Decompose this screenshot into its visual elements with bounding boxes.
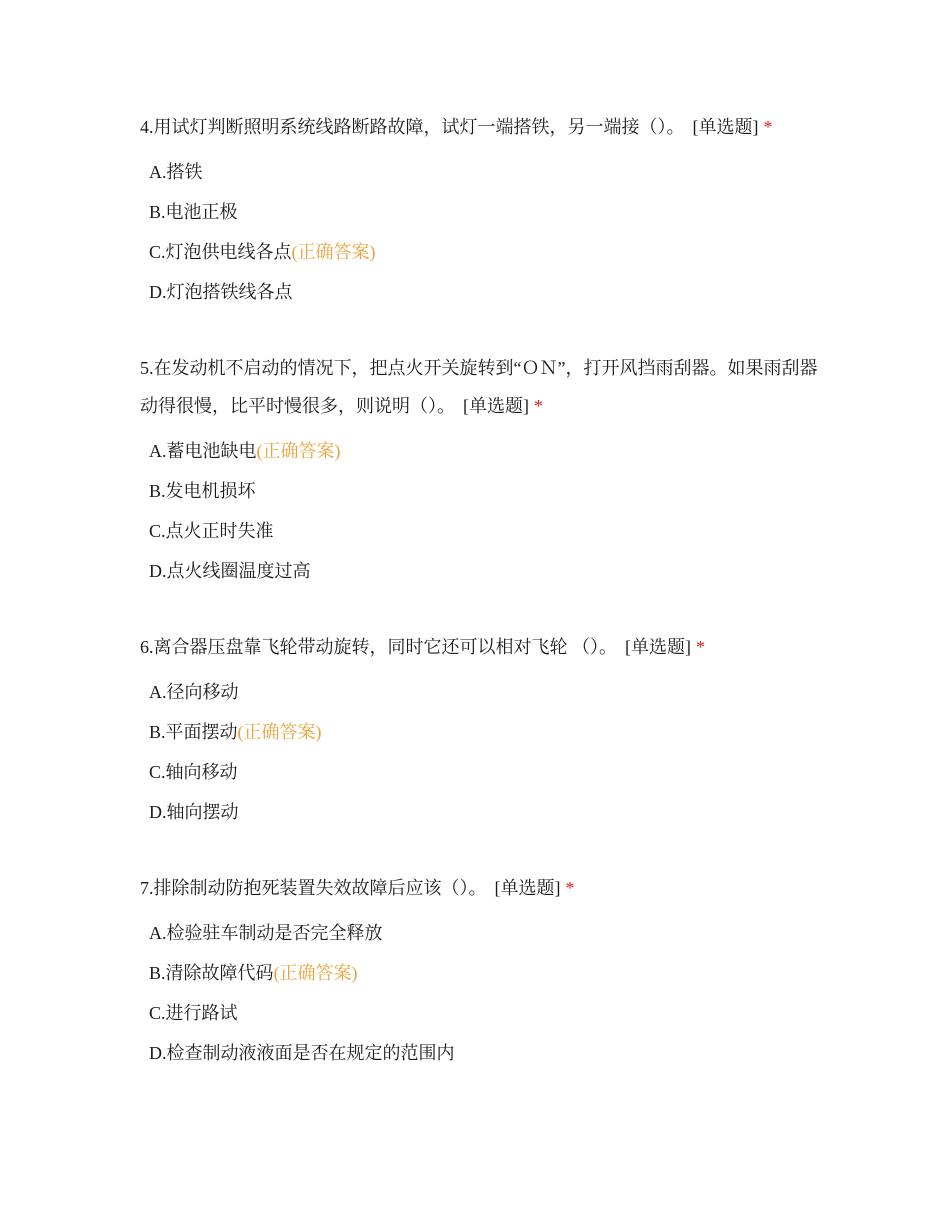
question-type: [单选题]	[463, 396, 529, 416]
option-list	[140, 913, 820, 1073]
option-d	[149, 792, 820, 832]
option-a	[149, 431, 820, 471]
option-label: D.检查制动液液面是否在规定的范围内	[149, 1043, 455, 1063]
option-b	[149, 953, 820, 993]
question-text: 4.用试灯判断照明系统线路断路故障，试灯一端搭铁，另一端接（）。	[140, 117, 685, 137]
option-label: A.搭铁	[149, 162, 203, 182]
question-text: 5.在发动机不启动的情况下，把点火开关旋转到“ＯＮ”，打开风挡雨刮器。如果雨刮器动得很慢，比平时慢很多，则说明（）。	[140, 358, 818, 416]
correct-answer-tag: (正确答案)	[291, 242, 376, 262]
question-text: 6.离合器压盘靠飞轮带动旋转，同时它还可以相对飞轮 （）。	[140, 637, 617, 657]
option-d	[149, 551, 820, 591]
required-marker: *	[696, 637, 705, 657]
option-b	[149, 471, 820, 511]
question-4	[140, 108, 820, 312]
option-label: B.发电机损坏	[149, 481, 256, 501]
question-6	[140, 628, 820, 832]
option-c	[149, 232, 820, 272]
option-b	[149, 712, 820, 752]
question-5	[140, 349, 820, 591]
option-label: A.径向移动	[149, 682, 239, 702]
option-c	[149, 993, 820, 1033]
option-list	[140, 152, 820, 312]
correct-answer-tag: (正确答案)	[256, 441, 341, 461]
option-c	[149, 511, 820, 551]
option-label: C.轴向移动	[149, 762, 238, 782]
option-label: B.清除故障代码	[149, 963, 274, 983]
quiz-page	[140, 108, 820, 1110]
question-type: [单选题]	[692, 117, 759, 137]
option-label: D.点火线圈温度过高	[149, 561, 311, 581]
question-text: 7.排除制动防抱死装置失效故障后应该（）。	[140, 878, 487, 898]
option-label: A.蓄电池缺电	[149, 441, 257, 461]
option-label: C.点火正时失准	[149, 521, 274, 541]
option-list	[140, 431, 820, 591]
correct-answer-tag: (正确答案)	[273, 963, 358, 983]
option-label: D.轴向摆动	[149, 802, 239, 822]
option-a	[149, 152, 820, 192]
option-label: C.灯泡供电线各点	[149, 242, 292, 262]
option-label: B.电池正极	[149, 202, 238, 222]
option-a	[149, 913, 820, 953]
question-title	[140, 628, 820, 666]
question-title	[140, 869, 820, 907]
question-title	[140, 108, 820, 146]
option-label: B.平面摆动	[149, 722, 238, 742]
option-label: C.进行路试	[149, 1003, 238, 1023]
correct-answer-tag: (正确答案)	[237, 722, 322, 742]
option-c	[149, 752, 820, 792]
option-label: D.灯泡搭铁线各点	[149, 282, 293, 302]
question-7	[140, 869, 820, 1073]
question-type: [单选题]	[494, 878, 561, 898]
option-d	[149, 1033, 820, 1073]
required-marker: *	[763, 117, 773, 137]
question-type: [单选题]	[625, 637, 691, 657]
question-title	[140, 349, 820, 425]
option-d	[149, 272, 820, 312]
option-label: A.检验驻车制动是否完全释放	[149, 923, 383, 943]
option-b	[149, 192, 820, 232]
option-list	[140, 672, 820, 832]
required-marker: *	[565, 878, 575, 898]
option-a	[149, 672, 820, 712]
required-marker: *	[534, 396, 543, 416]
